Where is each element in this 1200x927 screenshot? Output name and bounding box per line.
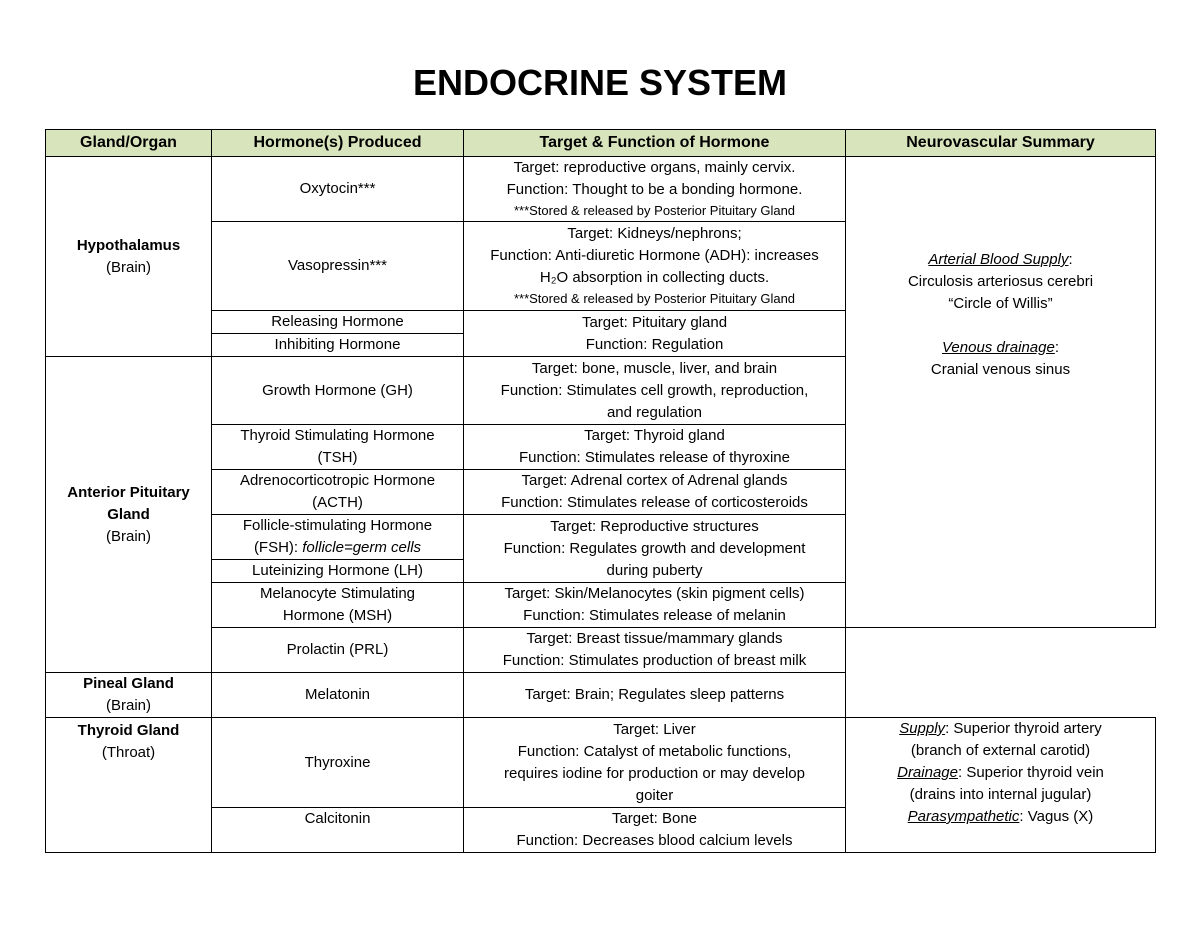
function-text: Function: Stimulates production of breast milk bbox=[502, 652, 807, 669]
function-text: H₂O absorption in collecting ducts. bbox=[539, 269, 770, 286]
target-text: Target: Thyroid gland bbox=[584, 427, 725, 444]
hormone-abbr: (FSH): bbox=[253, 539, 303, 556]
hormone-name: Thyroid Stimulating Hormone bbox=[240, 427, 435, 444]
table-row bbox=[46, 718, 1156, 808]
hormone-vasopressin bbox=[212, 222, 464, 311]
target-text: Target: Breast tissue/mammary glands bbox=[526, 630, 783, 647]
hormone-name: Adrenocorticotropic Hormone bbox=[239, 472, 436, 489]
hormone-oxytocin bbox=[212, 157, 464, 222]
function-text: Function: Stimulates release of thyroxine bbox=[519, 449, 790, 466]
target-prl bbox=[464, 628, 846, 673]
target-oxytocin bbox=[464, 157, 846, 222]
target-text: Target: Adrenal cortex of Adrenal glands bbox=[521, 472, 788, 489]
neuro-thyroid bbox=[846, 718, 1156, 853]
header-target: Target & Function of Hormone bbox=[464, 130, 846, 157]
header-row bbox=[46, 130, 1156, 157]
hormone-name: Melatonin bbox=[304, 686, 371, 703]
gland-name: Thyroid Gland bbox=[77, 722, 180, 739]
drainage-label: Drainage bbox=[897, 764, 958, 781]
hormone-abbr: (TSH) bbox=[317, 449, 358, 466]
function-text: Function: Anti-diuretic Hormone (ADH): increases bbox=[490, 247, 819, 264]
header-hormone: Hormone(s) Produced bbox=[212, 130, 464, 157]
function-text: Function: Stimulates release of corticosteroids bbox=[501, 494, 808, 511]
hormone-name: Melanocyte Stimulating bbox=[259, 585, 416, 602]
gland-location: (Brain) bbox=[105, 697, 151, 714]
drainage-text: : Superior thyroid vein bbox=[957, 764, 1104, 781]
hormone-inhibiting bbox=[212, 334, 464, 357]
gland-name: Hypothalamus bbox=[76, 236, 181, 254]
hormone-gh bbox=[212, 357, 464, 425]
target-text: Target: Skin/Melanocytes (skin pigment cells) bbox=[504, 585, 805, 602]
target-gh bbox=[464, 357, 846, 425]
parasympathetic-label: Parasympathetic bbox=[907, 808, 1020, 825]
target-text: Target: Brain; Regulates sleep patterns bbox=[524, 686, 785, 703]
gland-location: (Throat) bbox=[101, 744, 156, 761]
gland-thyroid bbox=[46, 718, 212, 853]
hormone-melatonin bbox=[212, 673, 464, 718]
hormone-prl bbox=[212, 628, 464, 673]
hormone-name: Vasopressin*** bbox=[288, 257, 387, 274]
hormone-name: Hormone (MSH) bbox=[282, 607, 393, 624]
hormone-lh bbox=[212, 560, 464, 583]
storage-note: ***Stored & released by Posterior Pituitary Gland bbox=[513, 203, 796, 218]
target-tsh bbox=[464, 425, 846, 470]
gland-location: (Brain) bbox=[105, 258, 151, 276]
endocrine-table bbox=[45, 129, 1156, 853]
table-row bbox=[46, 157, 1156, 222]
hormone-note: follicle=germ cells bbox=[302, 539, 422, 556]
target-text: Target: Reproductive structures bbox=[550, 517, 759, 535]
venous-label: Venous drainage bbox=[941, 339, 1055, 356]
target-releasing-inhibiting bbox=[464, 311, 846, 357]
target-msh bbox=[464, 583, 846, 628]
target-melatonin bbox=[464, 673, 846, 718]
hormone-fsh bbox=[212, 515, 464, 560]
hormone-name: Prolactin (PRL) bbox=[286, 641, 389, 658]
header-gland: Gland/Organ bbox=[46, 130, 212, 157]
gland-name: Gland bbox=[107, 505, 150, 523]
target-fsh-lh bbox=[464, 515, 846, 583]
hormone-name: Releasing Hormone bbox=[271, 313, 404, 330]
target-text: Target: Pituitary gland bbox=[581, 313, 728, 331]
gland-name: Pineal Gland bbox=[83, 675, 174, 692]
supply-text: (branch of external carotid) bbox=[910, 742, 1091, 759]
supply-text: : Superior thyroid artery bbox=[945, 720, 1102, 737]
function-text: Function: Thought to be a bonding hormone. bbox=[506, 181, 803, 198]
hormone-calcitonin bbox=[212, 808, 464, 853]
hormone-name: Oxytocin*** bbox=[299, 180, 376, 197]
target-acth bbox=[464, 470, 846, 515]
target-thyroxine bbox=[464, 718, 846, 808]
function-text: goiter bbox=[635, 786, 674, 804]
hormone-thyroxine bbox=[212, 718, 464, 808]
arterial-text-2: “Circle of Willis” bbox=[948, 295, 1053, 312]
hormone-name: Luteinizing Hormone (LH) bbox=[252, 562, 423, 579]
function-text: Function: Regulation bbox=[585, 335, 724, 353]
hormone-name: Follicle-stimulating Hormone bbox=[242, 517, 433, 534]
gland-anterior-pituitary bbox=[46, 357, 212, 673]
target-text: Target: Bone bbox=[611, 810, 698, 827]
gland-pineal bbox=[46, 673, 212, 718]
target-text: Target: Kidneys/nephrons; bbox=[567, 225, 742, 242]
function-text: Function: Catalyst of metabolic functions, bbox=[517, 742, 792, 760]
hormone-name: Thyroxine bbox=[304, 753, 371, 771]
target-text: Target: Liver bbox=[613, 720, 696, 738]
table-row bbox=[46, 628, 1156, 673]
target-vasopressin bbox=[464, 222, 846, 311]
function-text: during puberty bbox=[606, 561, 703, 579]
gland-name: Anterior Pituitary bbox=[67, 483, 190, 501]
hormone-abbr: (ACTH) bbox=[312, 494, 363, 511]
target-text: Target: bone, muscle, liver, and brain bbox=[531, 359, 778, 377]
page-title: ENDOCRINE SYSTEM bbox=[412, 62, 788, 103]
hormone-tsh bbox=[212, 425, 464, 470]
function-text: Function: Regulates growth and development bbox=[503, 539, 806, 557]
hormone-msh bbox=[212, 583, 464, 628]
gland-hypothalamus bbox=[46, 157, 212, 357]
function-text: Function: Stimulates cell growth, reproduction, bbox=[500, 381, 809, 399]
hormone-name: Calcitonin bbox=[304, 810, 371, 827]
neuro-brain: Arterial Blood Supply: Circulosis arteriosus cerebri “Circle of Willis” Venous drainage: Cranial venous sinus bbox=[846, 157, 1156, 628]
function-text: Function: Stimulates release of melanin bbox=[523, 607, 786, 624]
hormone-releasing bbox=[212, 311, 464, 334]
hormone-name: Inhibiting Hormone bbox=[274, 336, 401, 353]
header-neuro: Neurovascular Summary bbox=[846, 130, 1156, 157]
table-row bbox=[46, 673, 1156, 718]
function-text: and regulation bbox=[606, 403, 703, 421]
gland-location: (Brain) bbox=[105, 527, 151, 545]
arterial-text-1: Circulosis arteriosus cerebri bbox=[907, 273, 1094, 290]
drainage-text: (drains into internal jugular) bbox=[909, 786, 1092, 803]
function-text: Function: Decreases blood calcium levels bbox=[516, 832, 793, 849]
target-calcitonin bbox=[464, 808, 846, 853]
storage-note: ***Stored & released by Posterior Pituitary Gland bbox=[513, 291, 796, 306]
parasympathetic-text: : Vagus (X) bbox=[1019, 808, 1094, 825]
venous-text-1: Cranial venous sinus bbox=[930, 361, 1071, 378]
function-text: requires iodine for production or may develop bbox=[503, 764, 805, 782]
hormone-acth bbox=[212, 470, 464, 515]
supply-label: Supply bbox=[899, 720, 946, 737]
hormone-name: Growth Hormone (GH) bbox=[262, 381, 413, 399]
arterial-label: Arterial Blood Supply bbox=[928, 251, 1069, 268]
target-text: Target: reproductive organs, mainly cervix. bbox=[513, 159, 796, 176]
